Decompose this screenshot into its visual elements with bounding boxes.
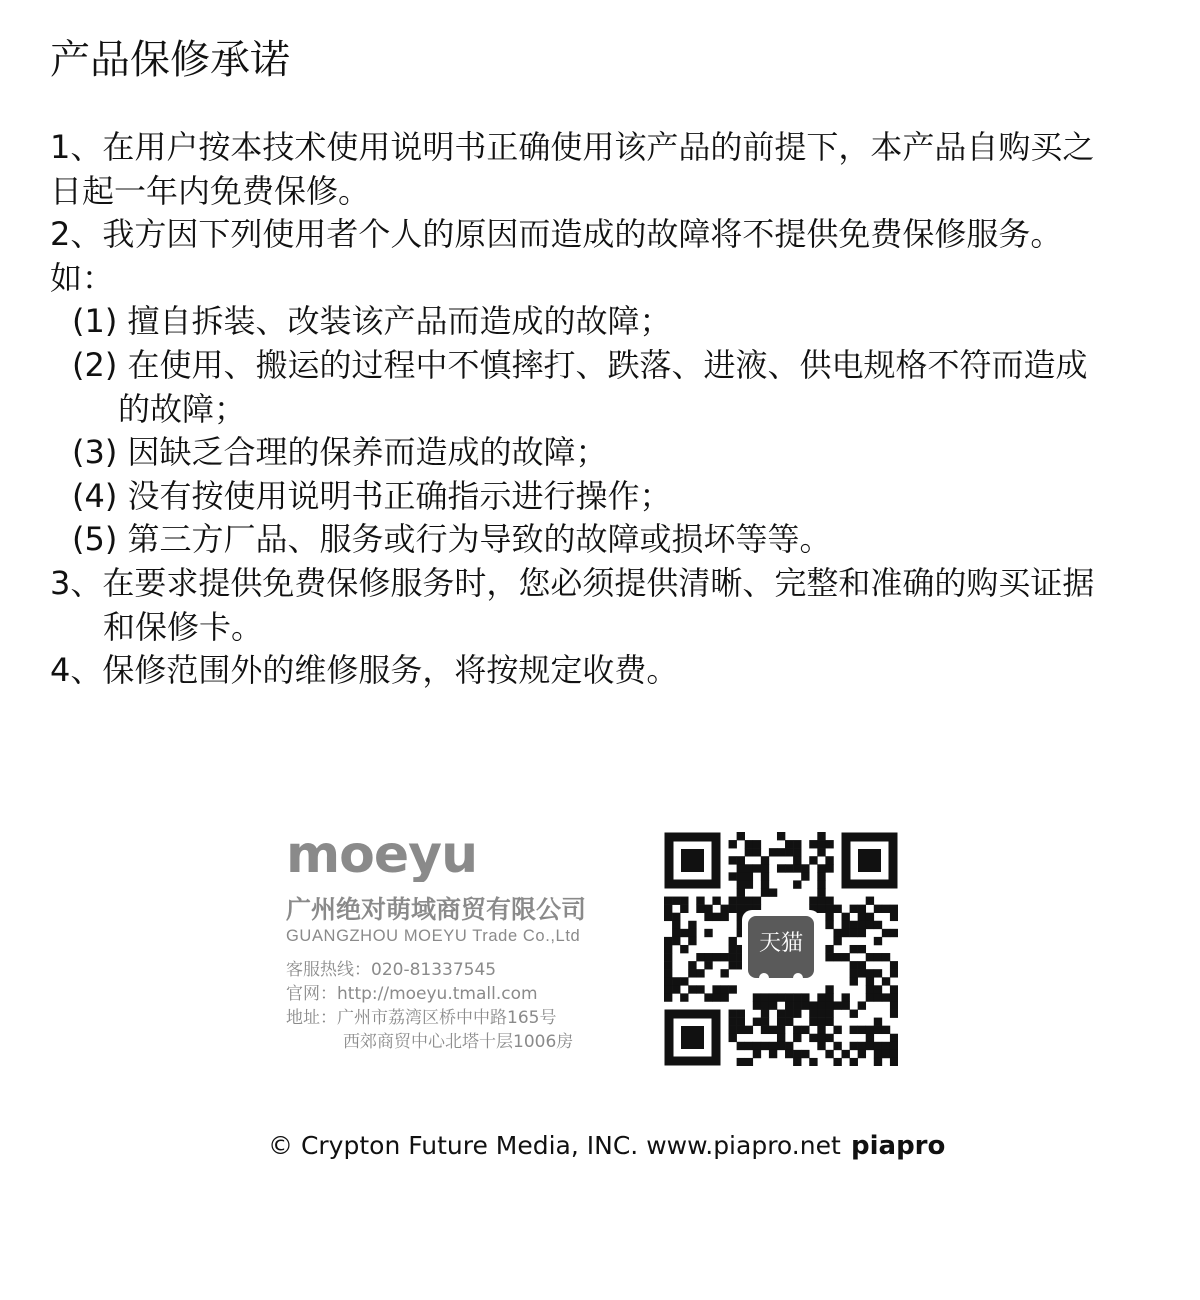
- item-2-cont: [50, 257, 1160, 301]
- item-number: 1、: [50, 128, 103, 166]
- svg-text:piapro: piapro: [850, 1131, 946, 1161]
- svg-text:天猫: 天猫: [758, 931, 804, 956]
- item-3: [50, 562, 1160, 606]
- sub-item-line: 因缺乏合理的保养而造成的故障；: [127, 433, 608, 472]
- sub-item-number: (5): [72, 520, 118, 559]
- moeyu-logo: [286, 828, 496, 882]
- footer: [268, 1128, 955, 1164]
- item-line: 和保修卡。: [103, 607, 264, 646]
- sub-item-2-cont: [50, 388, 1160, 432]
- warranty-terms: [50, 126, 1160, 693]
- page-title: 产品保修承诺: [50, 37, 290, 83]
- item-line: 我方因下列使用者个人的原因而造成的故障将不提供免费保修服务。: [102, 215, 1063, 254]
- item-line: 如：: [50, 258, 115, 297]
- item-number: 3、: [50, 563, 103, 602]
- website: 官网：http://moeyu.tmall.com: [286, 984, 538, 1004]
- company-name-en: GUANGZHOU MOEYU Trade Co.,Ltd: [286, 927, 581, 945]
- sub-item-line: 没有按使用说明书正确指示进行操作；: [127, 476, 672, 515]
- item-1: [50, 126, 1160, 170]
- item-line: 保修范围外的维修服务，将按规定收费。: [102, 651, 679, 690]
- copyright-text: © Crypton Future Media, INC. www.piapro.net: [268, 1131, 841, 1160]
- sub-item-number: (3): [72, 433, 118, 472]
- sub-item-1: [50, 300, 1160, 344]
- sub-item-number: (4): [72, 476, 118, 515]
- sub-item-number: (2): [72, 345, 118, 384]
- sub-item-line: 在使用、搬运的过程中不慎摔打、跌落、进液、供电规格不符而造成: [127, 345, 1088, 384]
- item-number: 4、: [50, 651, 103, 690]
- item-line: 日起一年内免费保修。: [50, 171, 371, 210]
- contact-info: [286, 958, 646, 1054]
- sub-item-4: [50, 475, 1160, 519]
- sub-item-line: 的故障；: [118, 389, 247, 428]
- item-2: [50, 213, 1160, 257]
- sub-item-2: [50, 344, 1160, 388]
- tmall-badge-icon: [742, 910, 820, 988]
- item-number: 2、: [50, 215, 103, 254]
- item-3-cont: [50, 606, 1160, 650]
- qr-code: [664, 832, 898, 1066]
- company-name-cn: 广州绝对萌域商贸有限公司: [286, 895, 587, 924]
- address-line-2: 西郊商贸中心北塔十层1006房: [343, 1032, 574, 1052]
- sub-item-3: [50, 431, 1160, 475]
- hotline: 客服热线：020-81337545: [286, 960, 497, 980]
- sub-item-line: 第三方厂品、服务或行为导致的故障或损坏等等。: [127, 520, 832, 559]
- sub-item-line: 擅自拆装、改装该产品而造成的故障；: [127, 302, 672, 341]
- item-4: [50, 649, 1160, 693]
- brand-block: [286, 828, 646, 1054]
- sub-item-number: (1): [72, 302, 118, 341]
- svg-text:moeyu: moeyu: [286, 828, 478, 882]
- sub-item-5: [50, 518, 1160, 562]
- item-1-cont: [50, 170, 1160, 214]
- item-line: 在要求提供免费保修服务时，您必须提供清晰、完整和准确的购买证据: [102, 563, 1095, 602]
- piapro-logo: [851, 1131, 955, 1161]
- address-line-1: 地址：广州市荔湾区桥中中路165号: [286, 1008, 557, 1028]
- item-line: 在用户按本技术使用说明书正确使用该产品的前提下，本产品自购买之: [102, 128, 1095, 166]
